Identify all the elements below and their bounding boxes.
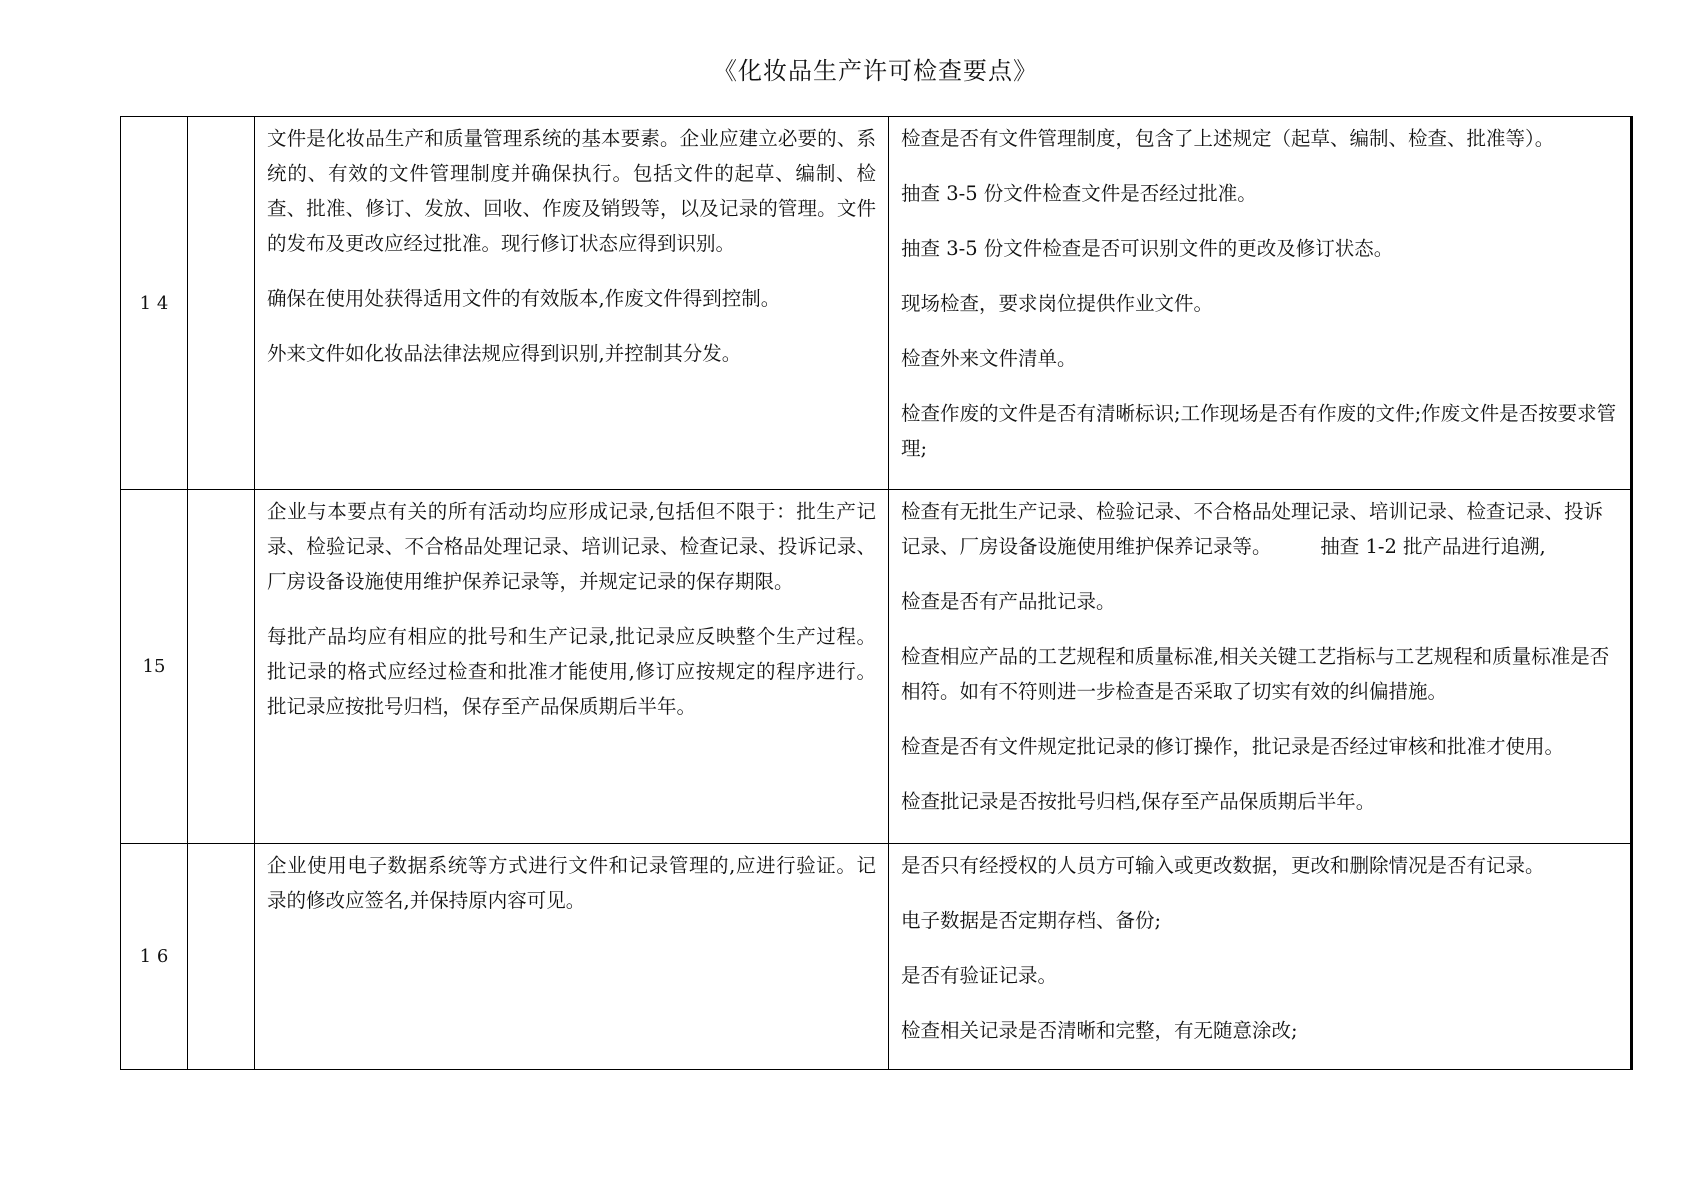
- requirement-paragraph: 企业与本要点有关的所有活动均应形成记录,包括但不限于：批生产记录、检验记录、不合格品处理记录、培训记录、检查记录、投诉记录、厂房设备设施使用维护保养记录等，并规定记录的保存期限。: [267, 500, 876, 593]
- requirement-paragraph: 确保在使用处获得适用文件的有效版本,作废文件得到控制。: [267, 287, 781, 310]
- method-paragraph: 电子数据是否定期存档、备份;: [901, 909, 1162, 932]
- method-paragraph: 现场检查，要求岗位提供作业文件。: [901, 292, 1214, 315]
- requirement-paragraph: 企业使用电子数据系统等方式进行文件和记录管理的,应进行验证。记录的修改应签名,并保持原内容可见。: [267, 854, 876, 912]
- blank-cell: [188, 117, 255, 490]
- method-paragraph: 检查是否有产品批记录。: [901, 590, 1116, 613]
- requirement-paragraph: 文件是化妆品生产和质量管理系统的基本要素。企业应建立必要的、系统的、有效的文件管理制度并确保执行。包括文件的起草、编制、检查、批准、修订、发放、回收、作废及销毁等，以及记录的管理。文件的发布及更改应经过批准。现行修订状态应得到识别。: [267, 127, 876, 255]
- method-paragraph: 抽查 3-5 份文件检查是否可识别文件的更改及修订状态。: [901, 237, 1394, 260]
- method-paragraph: 检查外来文件清单。: [901, 347, 1077, 370]
- table-row: [121, 490, 1632, 844]
- method-paragraph: 检查有无批生产记录、检验记录、不合格品处理记录、培训记录、检查记录、投诉记录、厂房设备设施使用维护保养记录等。 抽查 1-2 批产品进行追溯,: [901, 500, 1604, 558]
- method-paragraph: 是否只有经授权的人员方可输入或更改数据，更改和删除情况是否有记录。: [901, 854, 1545, 877]
- method-paragraph: 是否有验证记录。: [901, 964, 1058, 987]
- method-paragraph: 检查作废的文件是否有清晰标识;工作现场是否有作废的文件;作废文件是否按要求管理;: [901, 402, 1617, 460]
- item-number: 1 6: [121, 844, 188, 1070]
- method-paragraph: 检查相应产品的工艺规程和质量标准,相关关键工艺指标与工艺规程和质量标准是否相符。如有不符则进一步检查是否采取了切实有效的纠偏措施。: [901, 645, 1610, 703]
- inspection-method-cell: [889, 117, 1632, 490]
- method-paragraph: 检查批记录是否按批号归档,保存至产品保质期后半年。: [901, 790, 1376, 813]
- method-paragraph: 检查是否有文件规定批记录的修订操作，批记录是否经过审核和批准才使用。: [901, 735, 1565, 758]
- item-number: 15: [121, 490, 188, 844]
- method-paragraph: 检查是否有文件管理制度，包含了上述规定（起草、编制、检查、批准等）。: [901, 127, 1555, 150]
- table-row: [121, 117, 1632, 490]
- requirement-cell: [255, 117, 889, 490]
- inspection-table: [120, 116, 1633, 1070]
- table-row: [121, 844, 1632, 1070]
- requirement-paragraph: 外来文件如化妆品法律法规应得到识别,并控制其分发。: [267, 342, 742, 365]
- page-title: 《化妆品生产许可检查要点》: [713, 57, 1038, 85]
- blank-cell: [188, 490, 255, 844]
- blank-cell: [188, 844, 255, 1070]
- inspection-method-cell: [889, 490, 1632, 844]
- inspection-method-cell: [889, 844, 1632, 1070]
- requirement-cell: [255, 844, 889, 1070]
- method-paragraph: 抽查 3-5 份文件检查文件是否经过批准。: [901, 182, 1257, 205]
- requirement-paragraph: 每批产品均应有相应的批号和生产记录,批记录应反映整个生产过程。批记录的格式应经过检查和批准才能使用,修订应按规定的程序进行。批记录应按批号归档，保存至产品保质期后半年。: [267, 625, 876, 718]
- method-paragraph: 检查相关记录是否清晰和完整，有无随意涂改;: [901, 1019, 1298, 1042]
- requirement-cell: [255, 490, 889, 844]
- item-number: 1 4: [121, 117, 188, 490]
